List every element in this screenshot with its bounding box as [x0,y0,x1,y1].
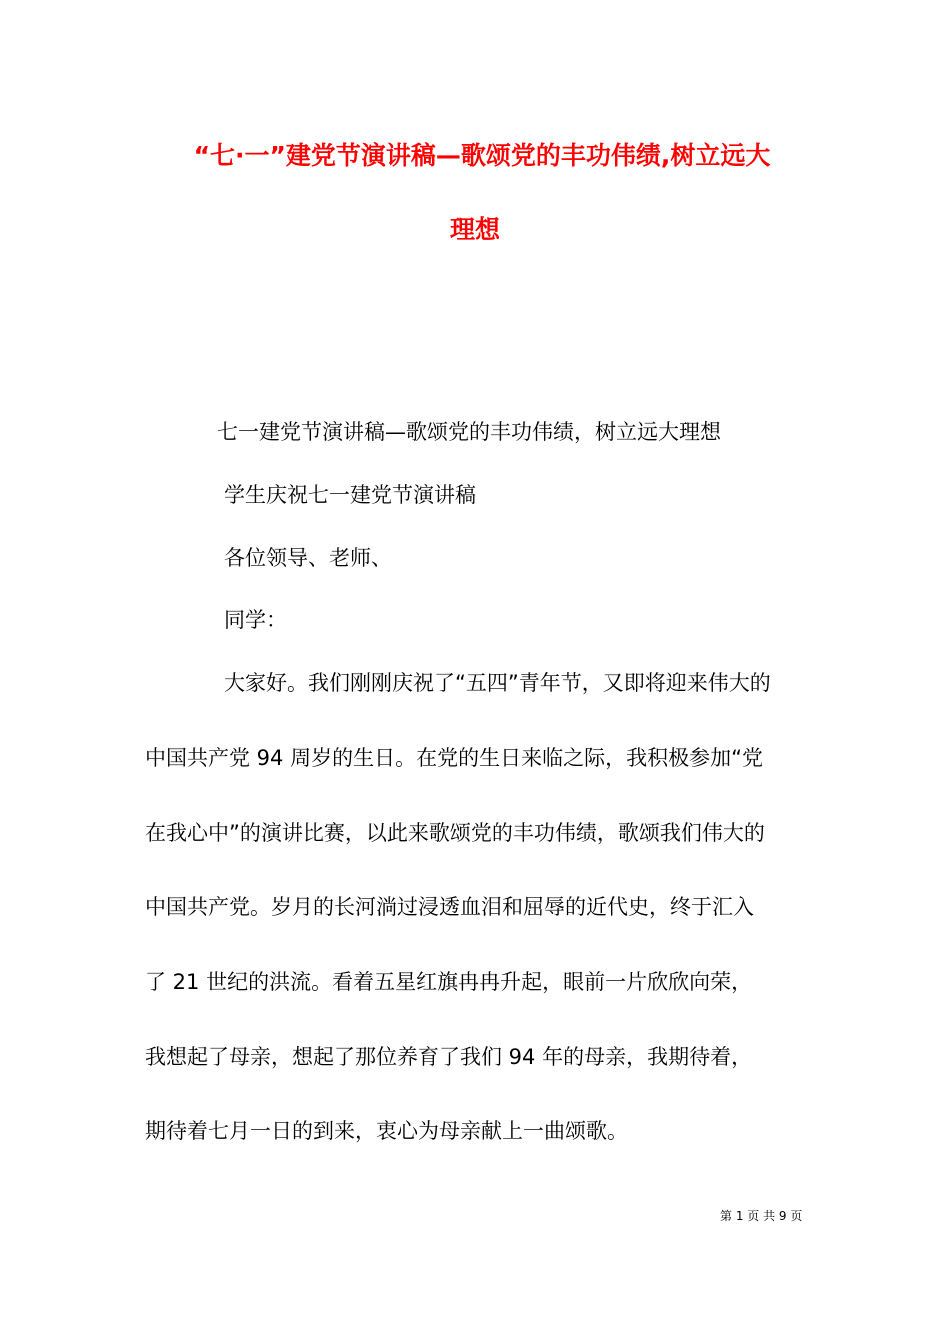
document-subtitle: 七一建党节演讲稿—歌颂党的丰功伟绩，树立远大理想 [217,420,721,444]
body-line: 我想起了母亲，想起了那位养育了我们 94 年的母亲，我期待着， [145,1045,753,1069]
body-line: 中国共产党 94 周岁的生日。在党的生日来临之际，我积极参加“党 [145,746,763,770]
salutation-line-1: 各位领导、老师、 [224,546,392,570]
salutation-line-2: 同学： [224,608,287,632]
document-title-line-1: “七·一”建党节演讲稿—歌颂党的丰功伟绩,树立远大 [193,141,771,170]
body-line: 了 21 世纪的洪流。看着五星红旗冉冉升起，眼前一片欣欣向荣， [145,970,753,994]
body-line: 期待着七月一日的到来，衷心为母亲献上一曲颂歌。 [145,1119,628,1143]
body-line: 大家好。我们刚刚庆祝了“五四”青年节，又即将迎来伟大的 [224,671,771,695]
speech-heading: 学生庆祝七一建党节演讲稿 [224,483,476,507]
body-line: 在我心中”的演讲比赛，以此来歌颂党的丰功伟绩，歌颂我们伟大的 [145,821,765,845]
body-line: 中国共产党。岁月的长河淌过浸透血泪和屈辱的近代史，终于汇入 [145,895,754,919]
document-title-line-2: 理想 [449,215,500,244]
page-number-footer: 第 1 页 共 9 页 [720,1209,803,1223]
